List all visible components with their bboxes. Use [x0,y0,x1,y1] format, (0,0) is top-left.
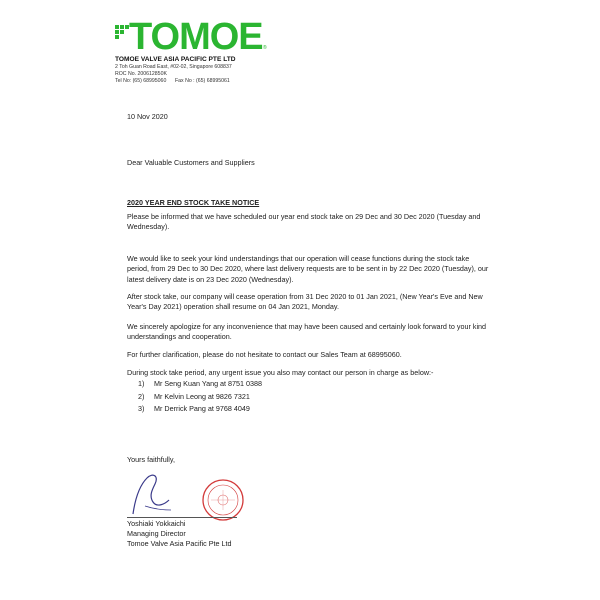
company-name: TOMOE VALVE ASIA PACIFIC PTE LTD [115,56,236,63]
paragraph: After stock take, our company will cease operation from 31 Dec 2020 to 01 Jan 2021, (New Year's Eve and New Year's Day 2021) operation shall resume on 04 Jan 2021, Monday. [127,292,483,312]
contact-item [138,392,250,402]
handwritten-signature [125,470,185,516]
company-phone-fax: Tel No: (65) 68995060 Fax No : (65) 68995061 [115,78,230,84]
contact-item [138,404,250,414]
paragraph: We would like to seek your kind understandings that our operation will cease functions during the stock take period, from 29 Dec to 30 Dec 2020, where last delivery requests are to be sent in by 22 Dec 2020 (Tuesday), our latest delivery date is on 23 Dec 2020 (Wednesday). [127,254,489,284]
signer-name: Yoshiaki Yokkaichi [127,519,186,528]
trademark-symbol: ® [263,45,267,51]
contact-number: 1) [138,379,145,388]
contact-text: Mr Kelvin Leong at 9826 7321 [154,392,250,401]
company-seal-stamp [201,478,245,522]
company-roc: ROC No. 200612850K [115,71,167,77]
company-address: 2 Toh Guan Road East, #02-02, Singapore 608837 [115,64,232,70]
contact-text: Mr Derrick Pang at 9768 4049 [154,404,250,413]
letter-date: 10 Nov 2020 [127,112,168,121]
notice-title: 2020 YEAR END STOCK TAKE NOTICE [127,198,260,207]
paragraph: We sincerely apologize for any inconvenience that may have been caused and certainly look forward to your kind understandings and cooperation. [127,322,487,342]
contact-number: 3) [138,404,145,413]
paragraph: Please be informed that we have scheduled our year end stock take on 29 Dec and 30 Dec 2020 (Tuesday and Wednesday). [127,212,481,232]
contact-number: 2) [138,392,145,401]
paragraph: During stock take period, any urgent issue you also may contact our person in charge as below:- [127,368,434,377]
salutation: Dear Valuable Customers and Suppliers [127,158,255,167]
closing: Yours faithfully, [127,455,175,464]
contact-item [138,379,262,389]
logo-wordmark: TOMOE [129,16,263,58]
company-logo [115,16,315,58]
signer-company: Tomoe Valve Asia Pacific Pte Ltd [127,539,232,548]
signer-title: Managing Director [127,529,186,538]
signature-line [127,517,237,518]
contact-text: Mr Seng Kuan Yang at 8751 0388 [154,379,263,388]
paragraph: For further clarification, please do not hesitate to contact our Sales Team at 68995060. [127,350,402,359]
